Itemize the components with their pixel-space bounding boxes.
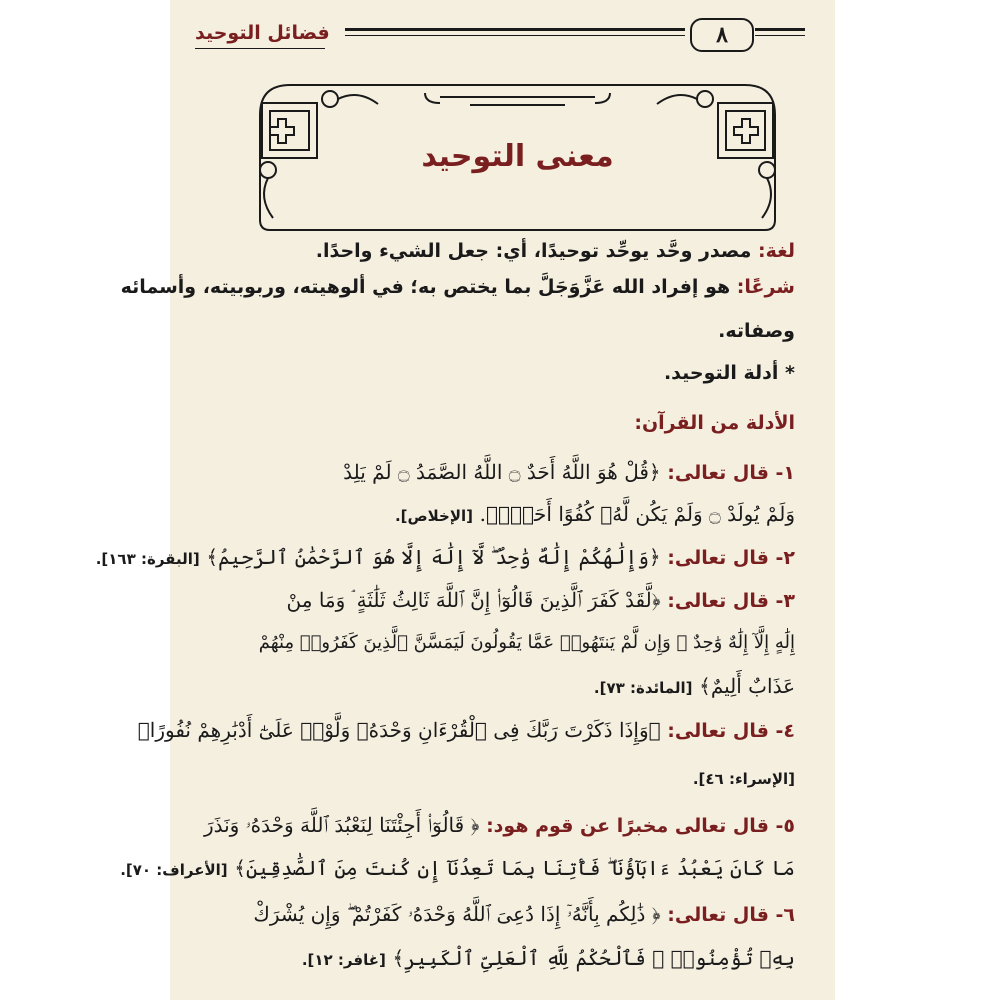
proof-5-verse-2: مَا كَانَ يَعْبُدُ ءَابَآؤُنَا ۖ فَأْتِنَا بِمَا تَعِدُنَآ إِن كُنتَ مِنَ ٱلصَّٰدِقِينَ﴾ bbox=[234, 856, 795, 880]
chapter-title: معنى التوحيد bbox=[421, 139, 614, 174]
proof-4-verse: ﴿وَإِذَا ذَكَرْتَ رَبَّكَ فِى ٱلْقُرْءَانِ وَحْدَهُۥ وَلَّوْا۟ عَلَىٰٓ أَدْبَٰرِهِمْ نُفُورًا﴾ bbox=[137, 718, 661, 742]
proof-2-ref: [البقرة: ١٦٣]. bbox=[95, 550, 200, 568]
proof-3-ref: [المائدة: ٧٣]. bbox=[593, 679, 693, 697]
lugha-label: لغة: bbox=[758, 240, 795, 262]
proof-6-line-1 bbox=[225, 902, 795, 926]
proof-3-line-1 bbox=[225, 588, 795, 612]
running-header bbox=[195, 18, 810, 52]
proof-5-verse-1: ﴿ قَالُوٓا۟ أَجِئْتَنَا لِنَعْبُدَ ٱللَّهَ وَحْدَهُۥ وَنَذَرَ bbox=[203, 813, 480, 837]
proof-6-ref: [غافر: ١٢]. bbox=[301, 951, 386, 969]
definition-shara bbox=[120, 276, 795, 298]
proof-3-verse-2: إِلَٰهٍ إِلَّآ إِلَٰهٌ وَٰحِدٌ ۚ وَإِن لَّمْ يَنتَهُوا۟ عَمَّا يَقُولُونَ لَيَمَسَّنَّ ٱلَّذِينَ كَفَرُوا۟ مِنْهُمْ bbox=[258, 632, 795, 653]
proof-3-verse-3: عَذَابٌ أَلِيمٌ﴾ bbox=[699, 674, 795, 698]
section-heading: * أدلة التوحيد. bbox=[663, 362, 795, 384]
proof-5-line-2 bbox=[120, 856, 795, 880]
proof-1-ref: [الإخلاص]. bbox=[394, 507, 474, 525]
proof-1-verse-2: وَلَمْ يُولَدْ ۝ وَلَمْ يَكُن لَّهُۥ كُفُوًا أَحَدٌۢ﴾. bbox=[479, 502, 795, 526]
proof-5-line-1 bbox=[203, 813, 795, 837]
proof-2-verse: ﴿وَإِلَٰهُكُمْ إِلَٰهٌ وَٰحِدٌ ۖ لَّآ إِلَٰهَ إِلَّا هُوَ ٱلرَّحْمَٰنُ ٱلرَّحِيمُ﴾ bbox=[206, 545, 661, 569]
proof-4-line-1 bbox=[137, 718, 795, 742]
shara-text-1: هو إفراد الله عَزَّوَجَلَّ بما يختص به؛ في ألوهيته، وربوبيته، وأسمائه bbox=[120, 276, 731, 298]
lugha-text: مصدر وحَّد يوحِّد توحيدًا، أي: جعل الشيء واحدًا. bbox=[315, 240, 752, 262]
proof-1-line-1 bbox=[225, 460, 795, 484]
page-number: ٨ bbox=[690, 18, 754, 52]
proof-1-label: ١- قال تعالى: bbox=[667, 462, 795, 484]
subsection-heading: الأدلة من القرآن: bbox=[634, 412, 795, 434]
proof-3-line-3 bbox=[225, 674, 795, 698]
proof-6-label: ٦- قال تعالى: bbox=[667, 904, 795, 926]
shara-label: شرعًا: bbox=[736, 276, 795, 298]
proof-3-label: ٣- قال تعالى: bbox=[667, 590, 795, 612]
chapter-title-frame bbox=[240, 75, 795, 235]
proof-1-line-2 bbox=[225, 502, 795, 526]
running-title: فضائل التوحيد bbox=[195, 22, 330, 44]
definition-lugha bbox=[225, 240, 795, 262]
proof-5-label: ٥- قال تعالى مخبرًا عن قوم هود: bbox=[486, 815, 795, 837]
proof-6-verse-2: بِهِۦ تُؤْمِنُوا۟ ۚ فَٱلْحُكْمُ لِلَّهِ ٱلْعَلِىِّ ٱلْكَبِيرِ﴾ bbox=[392, 946, 795, 970]
proof-6-line-2 bbox=[225, 946, 795, 970]
proof-2-label: ٢- قال تعالى: bbox=[667, 547, 795, 569]
proof-4-label: ٤- قال تعالى: bbox=[667, 720, 795, 742]
proof-3-verse-1: ﴿لَّقَدْ كَفَرَ ٱلَّذِينَ قَالُوٓا۟ إِنَّ ٱللَّهَ ثَالِثُ ثَلَٰثَةٍ ۘ وَمَا مِنْ bbox=[286, 588, 661, 612]
proof-6-verse-1: ﴿ ذَٰلِكُم بِأَنَّهُۥٓ إِذَا دُعِىَ ٱللَّهُ وَحْدَهُۥ كَفَرْتُمْ ۖ وَإِن يُشْرَكْ bbox=[253, 902, 661, 926]
proof-4-ref: [الإسراء: ٤٦]. bbox=[692, 770, 795, 788]
proof-1-verse-1: ﴿قُلْ هُوَ اللَّهُ أَحَدٌ ۝ اللَّهُ الصَّمَدُ ۝ لَمْ يَلِدْ bbox=[343, 460, 661, 484]
proof-2 bbox=[95, 545, 795, 569]
proof-5-ref: [الأعراف: ٧٠]. bbox=[120, 861, 228, 879]
shara-text-2: وصفاته. bbox=[718, 320, 795, 342]
